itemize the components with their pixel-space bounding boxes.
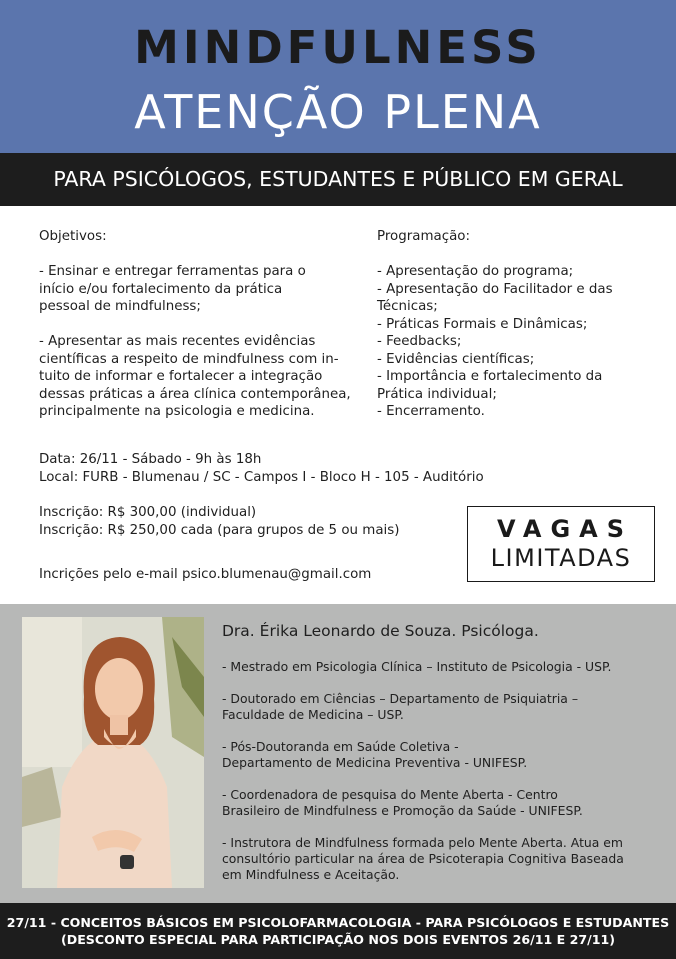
program-line: - Apresentação do programa; [377, 264, 574, 279]
event-details [39, 451, 484, 486]
pricing [39, 504, 399, 539]
bio-line: Faculdade de Medicina – USP. [222, 707, 404, 722]
event-date: Data: 26/11 - Sábado - 9h às 18h [39, 452, 262, 467]
bio-line: - Instrutora de Mindfulness formada pelo Mente Aberta. Atua em [222, 835, 624, 850]
registration-email: Incrições pelo e-mail psico.blumenau@gmail.com [39, 567, 372, 582]
bio-line: consultório particular na área de Psicoterapia Cognitiva Baseada [222, 851, 624, 866]
fee-individual: Inscrição: R$ 300,00 (individual) [39, 505, 257, 520]
program-line: - Feedbacks; [377, 334, 462, 349]
bio-line: - Mestrado em Psicologia Clínica – Instituto de Psicologia - USP. [222, 659, 612, 674]
footer-line1: 27/11 - CONCEITOS BÁSICOS EM PSICOLOFARMACOLOGIA - PARA PSICÓLOGOS E ESTUDANTES [6, 915, 670, 930]
program-column [377, 228, 652, 421]
bio-line: em Mindfulness e Aceitação. [222, 867, 400, 882]
bio-line: Departamento de Medicina Preventiva - UNIFESP. [222, 755, 528, 770]
footer-line2: (DESCONTO ESPECIAL PARA PARTICIPAÇÃO NOS DOIS EVENTOS 26/11 E 27/11) [60, 932, 616, 947]
event-location: Local: FURB - Blumenau / SC - Campos I - Bloco H - 105 - Auditório [39, 469, 484, 485]
objective-line: principalmente na psicologia e medicina. [39, 404, 315, 419]
bio-line: Brasileiro de Mindfulness e Promoção da Saúde - UNIFESP. [222, 803, 583, 818]
objective-line: início e/ou fortalecimento da prática [39, 281, 283, 297]
bio-item [222, 835, 647, 883]
bio-line: - Doutorado em Ciências – Departamento de Psiquiatria – [222, 691, 579, 706]
footer-band [0, 903, 676, 959]
objective-line: pessoal de mindfulness; [39, 299, 201, 314]
speaker-name: Dra. Érika Leonardo de Souza. Psicóloga. [222, 622, 539, 640]
header-banner [0, 0, 676, 153]
program-line: - Práticas Formais e Dinâmicas; [377, 316, 588, 332]
program-line: - Importância e fortalecimento da [377, 369, 603, 384]
program-line: Técnicas; [377, 299, 438, 314]
subtitle: ATENÇÃO PLENA [134, 85, 542, 139]
bio-item [222, 659, 647, 675]
objective-line: dessas práticas a área clínica contemporânea, [39, 386, 351, 402]
badge-line2: LIMITADAS [490, 544, 632, 572]
program-line: - Apresentação do Facilitador e das [377, 281, 613, 297]
objective-line: científicas a respeito de mindfulness com in- [39, 351, 339, 367]
bio-line: - Pós-Doutoranda em Saúde Coletiva - [222, 739, 459, 754]
bio-item [222, 739, 647, 771]
program-line: - Evidências científicas; [377, 351, 535, 367]
registration [39, 566, 371, 584]
objective-line: tuito de informar e fortalecer a integração [39, 369, 323, 384]
bio-item [222, 787, 647, 819]
title: MINDFULNESS [134, 21, 542, 74]
objectives-heading: Objetivos: [39, 229, 107, 244]
bio-item [222, 691, 647, 723]
program-heading: Programação: [377, 229, 470, 244]
limited-spots-badge [467, 506, 655, 582]
fee-group: Inscrição: R$ 250,00 cada (para grupos de 5 ou mais) [39, 522, 400, 538]
speaker-photo [22, 617, 204, 888]
program-line: Prática individual; [377, 386, 497, 402]
bio-line: - Coordenadora de pesquisa do Mente Aberta - Centro [222, 787, 558, 802]
objective-line: - Apresentar as mais recentes evidências [39, 334, 316, 349]
audience-band: PARA PSICÓLOGOS, ESTUDANTES E PÚBLICO EM GERAL [0, 153, 676, 206]
badge-line1: VAGAS [496, 515, 634, 543]
objectives-column [39, 228, 369, 421]
program-line: - Encerramento. [377, 404, 485, 419]
objective-line: - Ensinar e entregar ferramentas para o [39, 264, 306, 279]
bio-text [222, 620, 647, 899]
